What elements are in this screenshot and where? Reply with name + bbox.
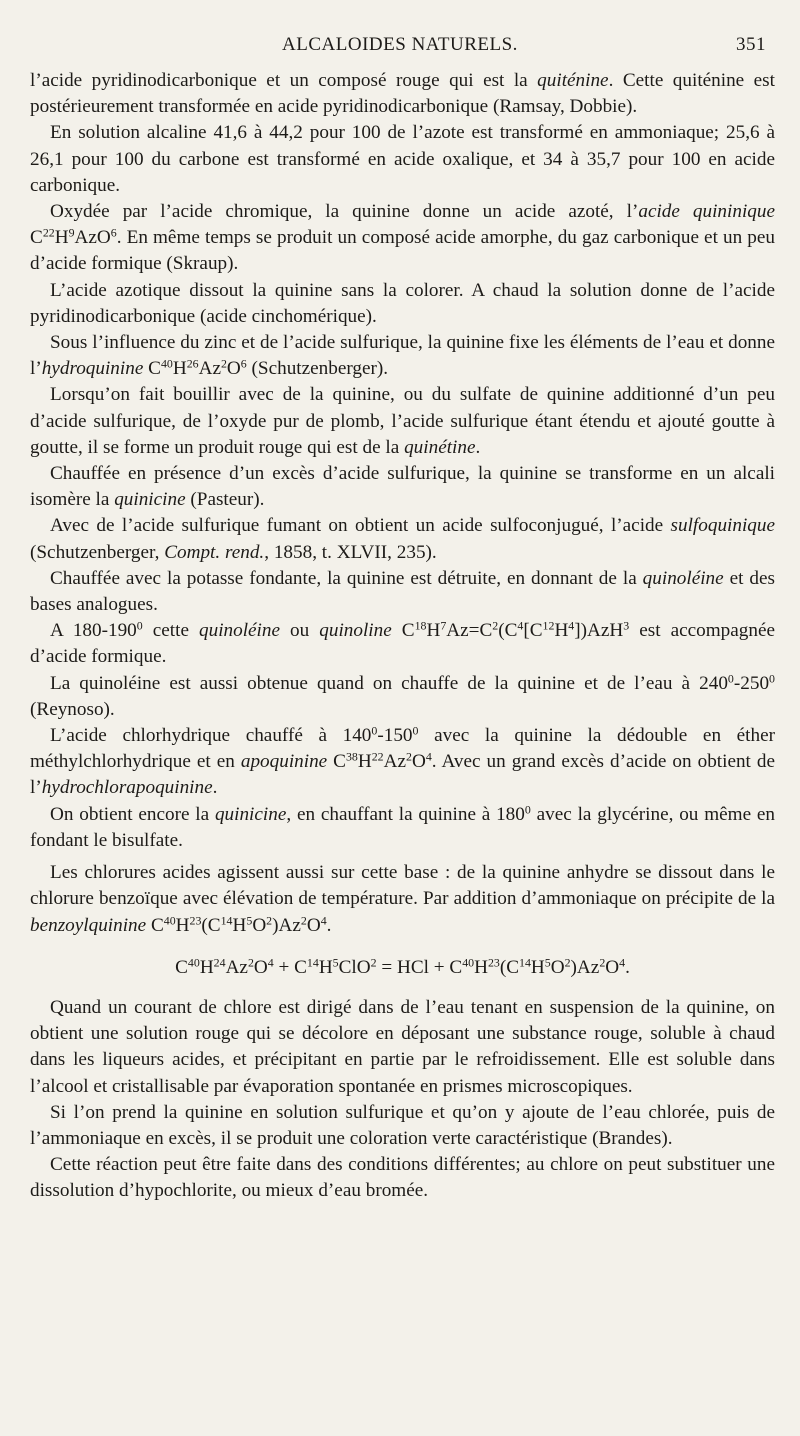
paragraph: Cette réaction peut être faite dans des conditions différentes; au chlore on peut substituer une dissolution d’hypochlorite, ou mieux d’eau bromée. — [30, 1154, 775, 1202]
paragraph: Lorsqu’on fait bouillir avec de la quinine, ou du sulfate de quinine additionné d’un peu d’acide sulfurique, de l’oxyde pur de plomb, l’acide sulfurique étant étendu et ajouté goutte à goutte, il se forme un produit rouge qui est de la quinétine. — [30, 384, 775, 458]
paragraph: Si l’on prend la quinine en solution sulfurique et qu’on y ajoute de l’eau chlorée, puis de l’ammoniaque en excès, il se produit une coloration verte caractéristique (Brandes). — [30, 1101, 775, 1149]
chemical-equation: $C^{40}H^{24}Az^2O^4 + C^{14}H^5ClO^2$ = HCl + $C^{40}H^{23}(C^{14}H^5O^2)Az^2O^4$. — [175, 955, 630, 978]
paragraph: L’acide azotique dissout la quinine sans la colorer. A chaud la solution donne de l’acide pyridinodicarbonique (acide cinchomérique). — [30, 279, 775, 327]
paragraph: Oxydée par l’acide chromique, la quinine donne un acide azoté, l’acide quininique $C^{22}H^9AzO^6$. En même temps se produit un composé acide amorphe, du gaz carbonique et un peu d’acide formique (Skraup). — [30, 201, 775, 275]
paragraph: Les chlorures acides agissent aussi sur cette base : de la quinine anhydre se dissout dans le chlorure benzoïque avec élévation de température. Par addition d’ammoniaque on précipite de la benzoylquinine $C^{40}H^{23}(C^{14}H^5O^2)Az^2O^4$. — [30, 862, 775, 936]
paragraph: En solution alcaline 41,6 à 44,2 pour 100 de l’azote est transformé en ammoniaque; 25,6 à 26,1 pour 100 du carbone est transformé en acide oxalique, et 34 à 35,7 pour 100 en acide carbonique. — [30, 122, 775, 196]
paragraph: Chauffée avec la potasse fondante, la quinine est détruite, en donnant de la quinoléine et des bases analogues. — [30, 567, 775, 616]
running-title: ALCALOIDES NATURELS. — [282, 34, 518, 55]
paragraph: La quinoléine est aussi obtenue quand on chauffe de la quinine et de l’eau à $240^0-250^0$ (Reynoso). — [30, 671, 775, 720]
paragraph: A $180-190^0$ cette quinoléine ou quinoline $C^{18}H^7Az=C^2(C^4[C^{12}H^4])AzH^3$ est accompagnée d’acide formique. — [30, 618, 775, 668]
paragraph: L’acide chlorhydrique chauffé à $140^0-150^0$ avec la quinine la dédouble en éther méthylchlorhydrique et en apoquinine $C^{38}H^{22}Az^2O^4$. Avec un grand excès d’acide on obtient de l’hydrochlorapoquinine. — [30, 723, 775, 799]
paragraph: Avec de l’acide sulfurique fumant on obtient un acide sulfoconjugué, l’acide sulfoquinique (Schutzenberger, Compt. rend., 1858, t. XLVII, 235). — [30, 515, 775, 563]
paragraph: Chauffée en présence d’un excès d’acide sulfurique, la quinine se transforme en un alcali isomère la quinicine (Pasteur). — [30, 463, 775, 511]
paragraph: Sous l’influence du zinc et de l’acide sulfurique, la quinine fixe les éléments de l’eau et donne l’hydroquinine $C^{40}H^{26}Az^2O^6$ (Schutzenberger). — [30, 332, 775, 380]
page-number: 351 — [736, 34, 766, 55]
body-text — [30, 68, 775, 1205]
running-header — [30, 34, 770, 60]
paragraph: l’acide pyridinodicarbonique et un composé rouge qui est la quiténine. Cette quiténine est postérieurement transformée en acide pyridinodicarbonique (Ramsay, Dobbie). — [30, 70, 775, 118]
paragraph: Quand un courant de chlore est dirigé dans de l’eau tenant en suspension de la quinine, on obtient une solution rouge qui se décolore en déposant une substance rouge, soluble à chaud dans les liqueurs acides, et précipitant en partie par le refroidissement. Elle est soluble dans l’alcool et cristallisable par évaporation spontanée en prismes microscopiques. — [30, 996, 775, 1097]
paragraph: On obtient encore la quinicine, en chauffant la quinine à $180^0$ avec la glycérine, ou même en fondant le bisulfate. — [30, 802, 775, 851]
